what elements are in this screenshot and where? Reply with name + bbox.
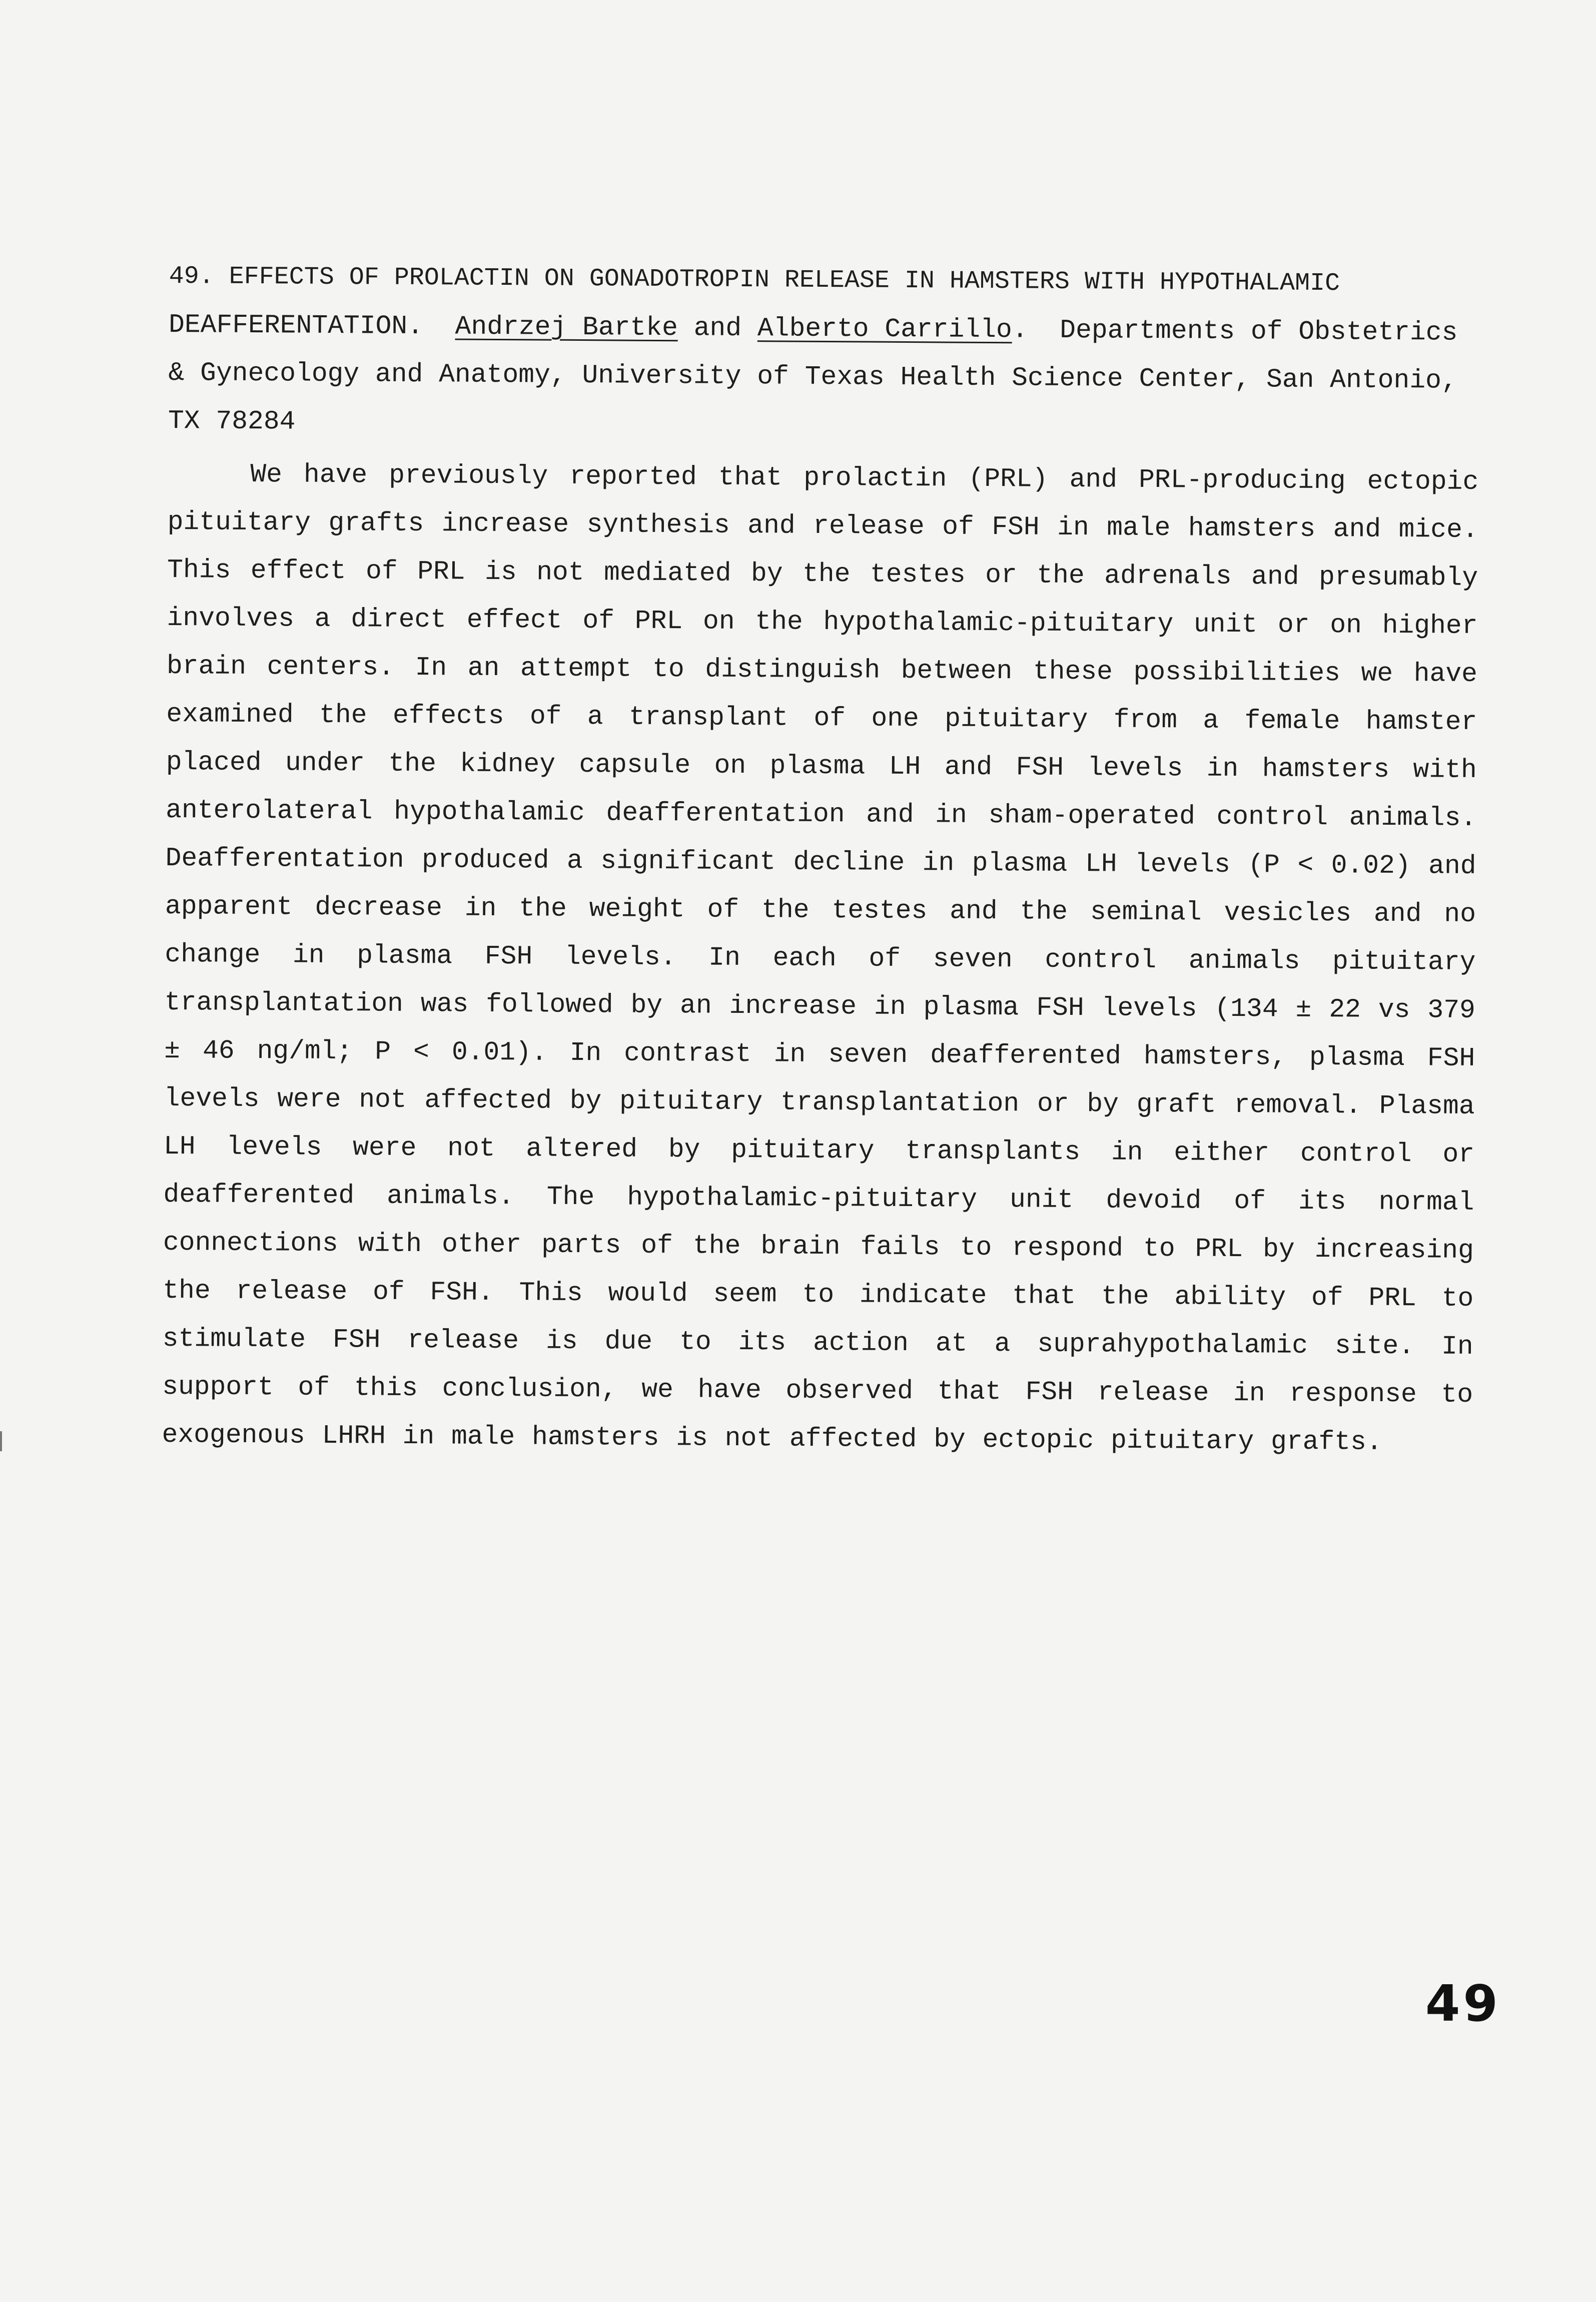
margin-mark — [0, 1431, 2, 1451]
author-bartke: Andrzej Bartke — [455, 311, 678, 343]
abstract-body: We have previously reported that prolactin (PRL) and PRL-producing ectopic pituitary grafts increase synthesis and release of FSH in male hamsters and mice. This effect of PRL is not mediated by the testes or the adrenals and presumably involves a direct effect of PRL on the hypothalamic-pituitary unit or on higher brain centers. In an attempt to distinguish between these possibilities we have examined the effects of a transplant of one pituitary from a female hamster placed under the kidney capsule on plasma LH and FSH levels in hamsters with anterolateral hypothalamic deafferentation and in sham-operated control animals. Deafferentation produced a significant decline in plasma LH levels (P < 0.02) and apparent decrease in the weight of the testes and the seminal vesicles and no change in plasma FSH levels. In each of seven control animals pituitary transplantation was followed by an increase in plasma FSH levels (134 ± 22 vs 379 ± 46 ng/ml; P < 0.01). In contrast in seven deafferented hamsters, plasma FSH levels were not affected by pituitary transplantation or by graft removal. Plasma LH levels were not altered by pituitary transplants in either control or deafferented animals. The hypothalamic-pituitary unit devoid of its normal connections with other parts of the brain fails to respond to PRL by increasing the release of FSH. This would seem to indicate that the ability of PRL to stimulate FSH release is due to its action at a suprahypothalamic site. In support of this conclusion, we have observed that FSH release in response to exogenous LHRH in male hamsters is not affected by ectopic pituitary grafts. — [162, 459, 1479, 1457]
abstract — [162, 253, 1480, 1467]
affiliation: & Gynecology and Anatomy, University of Texas Health Science Center, San Antonio, TX 78284 — [168, 357, 1457, 437]
affiliation-start: Departments of Obstetrics — [1060, 315, 1458, 348]
abstract-title: EFFECTS OF PROLACTIN ON GONADOTROPIN RELEASE IN HAMSTERS WITH HYPOTHALAMIC — [229, 262, 1340, 298]
abstract-number: 49. — [169, 262, 214, 291]
abstract-title-line — [169, 253, 1480, 309]
author-conjunction: and — [693, 313, 742, 343]
abstract-title-authors-line: DEAFFERENTATION. Andrzej Bartke and Alberto Carrillo. Departments of Obstetrics — [168, 309, 1458, 348]
author-carrillo: Alberto Carrillo — [757, 313, 1013, 345]
page-number: 49 — [1425, 1974, 1501, 2033]
abstract-title-continued: DEAFFERENTATION. — [168, 309, 424, 342]
